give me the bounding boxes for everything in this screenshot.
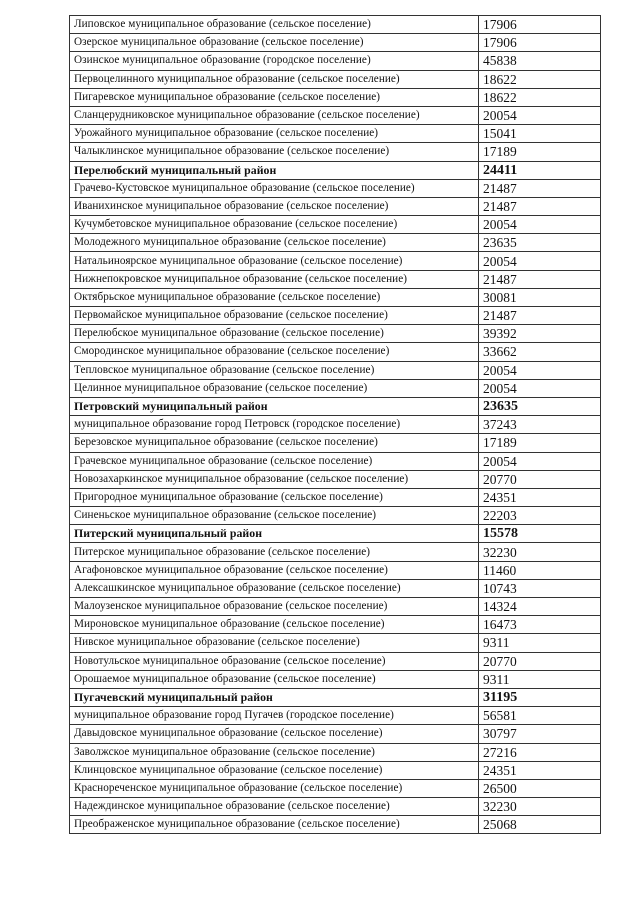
municipality-name-cell: Чалыклинское муниципальное образование (сельское поселение) xyxy=(70,143,479,161)
value-cell: 11460 xyxy=(479,561,601,579)
municipality-name-cell: Новотульское муниципальное образование (сельское поселение) xyxy=(70,652,479,670)
municipality-name-cell: Алексашкинское муниципальное образование (сельское поселение) xyxy=(70,579,479,597)
value-cell: 24351 xyxy=(479,761,601,779)
table-row xyxy=(70,452,601,470)
municipality-name-cell: Урожайного муниципальное образование (сельское поселение) xyxy=(70,125,479,143)
municipality-name-cell: Перелюбское муниципальное образование (сельское поселение) xyxy=(70,325,479,343)
municipality-name-cell: Давыдовское муниципальное образование (сельское поселение) xyxy=(70,725,479,743)
municipality-name-cell: Синеньское муниципальное образование (сельское поселение) xyxy=(70,507,479,525)
value-cell: 24351 xyxy=(479,488,601,506)
table-row xyxy=(70,325,601,343)
municipality-name-cell: Сланцерудниковское муниципальное образование (сельское поселение) xyxy=(70,106,479,124)
table-row xyxy=(70,798,601,816)
table-row xyxy=(70,652,601,670)
table-row xyxy=(70,361,601,379)
municipality-name-cell: Грачево-Кустовское муниципальное образование (сельское поселение) xyxy=(70,179,479,197)
value-cell: 24411 xyxy=(479,161,601,179)
table-row xyxy=(70,488,601,506)
municipality-name-cell: Первомайское муниципальное образование (сельское поселение) xyxy=(70,307,479,325)
municipality-name-cell: Новозахаркинское муниципальное образование (сельское поселение) xyxy=(70,470,479,488)
table-row xyxy=(70,179,601,197)
table-row xyxy=(70,216,601,234)
municipality-name-cell: Пигаревское муниципальное образование (сельское поселение) xyxy=(70,88,479,106)
table-row xyxy=(70,125,601,143)
table-row xyxy=(70,779,601,797)
municipality-name-cell: Нивское муниципальное образование (сельское поселение) xyxy=(70,634,479,652)
value-cell: 17189 xyxy=(479,434,601,452)
district-row xyxy=(70,688,601,706)
table-body xyxy=(70,16,601,834)
value-cell: 17906 xyxy=(479,16,601,34)
municipality-name-cell: Озинское муниципальное образование (городское поселение) xyxy=(70,52,479,70)
table-row xyxy=(70,816,601,834)
table-row xyxy=(70,434,601,452)
value-cell: 15578 xyxy=(479,525,601,543)
municipality-name-cell: Озерское муниципальное образование (сельское поселение) xyxy=(70,34,479,52)
table-row xyxy=(70,270,601,288)
value-cell: 20770 xyxy=(479,470,601,488)
value-cell: 14324 xyxy=(479,598,601,616)
district-name-cell: Петровский муниципальный район xyxy=(70,397,479,415)
table-row xyxy=(70,598,601,616)
value-cell: 20054 xyxy=(479,106,601,124)
value-cell: 20054 xyxy=(479,452,601,470)
table-row xyxy=(70,88,601,106)
value-cell: 21487 xyxy=(479,179,601,197)
table-row xyxy=(70,507,601,525)
municipality-name-cell: Надеждинское муниципальное образование (сельское поселение) xyxy=(70,798,479,816)
value-cell: 20054 xyxy=(479,216,601,234)
table-row xyxy=(70,561,601,579)
table-row xyxy=(70,143,601,161)
value-cell: 33662 xyxy=(479,343,601,361)
value-cell: 32230 xyxy=(479,543,601,561)
municipality-name-cell: Липовское муниципальное образование (сельское поселение) xyxy=(70,16,479,34)
value-cell: 30081 xyxy=(479,288,601,306)
municipality-name-cell: Натальиноярское муниципальное образование (сельское поселение) xyxy=(70,252,479,270)
table-row xyxy=(70,197,601,215)
table-row xyxy=(70,543,601,561)
value-cell: 17189 xyxy=(479,143,601,161)
municipality-name-cell: муниципальное образование город Пугачев (городское поселение) xyxy=(70,707,479,725)
value-cell: 31195 xyxy=(479,688,601,706)
table-row xyxy=(70,470,601,488)
value-cell: 26500 xyxy=(479,779,601,797)
value-cell: 17906 xyxy=(479,34,601,52)
municipality-name-cell: Смородинское муниципальное образование (сельское поселение) xyxy=(70,343,479,361)
municipality-name-cell: Молодежного муниципальное образование (сельское поселение) xyxy=(70,234,479,252)
table-row xyxy=(70,252,601,270)
municipality-name-cell: Заволжское муниципальное образование (сельское поселение) xyxy=(70,743,479,761)
table-row xyxy=(70,34,601,52)
value-cell: 20054 xyxy=(479,379,601,397)
table-row xyxy=(70,288,601,306)
table-row xyxy=(70,725,601,743)
value-cell: 37243 xyxy=(479,416,601,434)
municipality-name-cell: Питерское муниципальное образование (сельское поселение) xyxy=(70,543,479,561)
table-row xyxy=(70,743,601,761)
table-row xyxy=(70,579,601,597)
value-cell: 23635 xyxy=(479,397,601,415)
value-cell: 9311 xyxy=(479,634,601,652)
value-cell: 23635 xyxy=(479,234,601,252)
value-cell: 30797 xyxy=(479,725,601,743)
table-row xyxy=(70,106,601,124)
table-row xyxy=(70,707,601,725)
value-cell: 20054 xyxy=(479,252,601,270)
value-cell: 10743 xyxy=(479,579,601,597)
value-cell: 27216 xyxy=(479,743,601,761)
table-row xyxy=(70,52,601,70)
municipality-name-cell: Целинное муниципальное образование (сельское поселение) xyxy=(70,379,479,397)
value-cell: 22203 xyxy=(479,507,601,525)
value-cell: 18622 xyxy=(479,88,601,106)
value-cell: 21487 xyxy=(479,270,601,288)
municipal-values-table xyxy=(69,15,601,834)
district-name-cell: Питерский муниципальный район xyxy=(70,525,479,543)
municipality-name-cell: Иванихинское муниципальное образование (сельское поселение) xyxy=(70,197,479,215)
district-row xyxy=(70,161,601,179)
value-cell: 56581 xyxy=(479,707,601,725)
table-row xyxy=(70,379,601,397)
table-row xyxy=(70,634,601,652)
value-cell: 21487 xyxy=(479,307,601,325)
table-row xyxy=(70,234,601,252)
municipality-name-cell: Мироновское муниципальное образование (сельское поселение) xyxy=(70,616,479,634)
table-row xyxy=(70,70,601,88)
value-cell: 32230 xyxy=(479,798,601,816)
value-cell: 45838 xyxy=(479,52,601,70)
municipality-name-cell: Тепловское муниципальное образование (сельское поселение) xyxy=(70,361,479,379)
table-row xyxy=(70,761,601,779)
municipality-name-cell: Орошаемое муниципальное образование (сельское поселение) xyxy=(70,670,479,688)
municipality-name-cell: Пригородное муниципальное образование (сельское поселение) xyxy=(70,488,479,506)
municipality-name-cell: Агафоновское муниципальное образование (сельское поселение) xyxy=(70,561,479,579)
value-cell: 16473 xyxy=(479,616,601,634)
value-cell: 39392 xyxy=(479,325,601,343)
table-row xyxy=(70,670,601,688)
municipality-name-cell: Клинцовское муниципальное образование (сельское поселение) xyxy=(70,761,479,779)
district-row xyxy=(70,525,601,543)
district-name-cell: Перелюбский муниципальный район xyxy=(70,161,479,179)
value-cell: 25068 xyxy=(479,816,601,834)
table-row xyxy=(70,416,601,434)
value-cell: 15041 xyxy=(479,125,601,143)
value-cell: 18622 xyxy=(479,70,601,88)
district-name-cell: Пугачевский муниципальный район xyxy=(70,688,479,706)
table-row xyxy=(70,307,601,325)
municipality-name-cell: муниципальное образование город Петровск (городское поселение) xyxy=(70,416,479,434)
municipality-name-cell: Первоцелинного муниципальное образование (сельское поселение) xyxy=(70,70,479,88)
table-row xyxy=(70,343,601,361)
district-row xyxy=(70,397,601,415)
value-cell: 20770 xyxy=(479,652,601,670)
table-row xyxy=(70,616,601,634)
municipality-name-cell: Преображенское муниципальное образование (сельское поселение) xyxy=(70,816,479,834)
municipality-name-cell: Краснореченское муниципальное образование (сельское поселение) xyxy=(70,779,479,797)
municipality-name-cell: Грачевское муниципальное образование (сельское поселение) xyxy=(70,452,479,470)
municipality-name-cell: Кучумбетовское муниципальное образование (сельское поселение) xyxy=(70,216,479,234)
table-row xyxy=(70,16,601,34)
municipality-name-cell: Октябрьское муниципальное образование (сельское поселение) xyxy=(70,288,479,306)
municipality-name-cell: Малоузенское муниципальное образование (сельское поселение) xyxy=(70,598,479,616)
value-cell: 21487 xyxy=(479,197,601,215)
value-cell: 20054 xyxy=(479,361,601,379)
value-cell: 9311 xyxy=(479,670,601,688)
municipality-name-cell: Березовское муниципальное образование (сельское поселение) xyxy=(70,434,479,452)
municipality-name-cell: Нижнепокровское муниципальное образование (сельское поселение) xyxy=(70,270,479,288)
